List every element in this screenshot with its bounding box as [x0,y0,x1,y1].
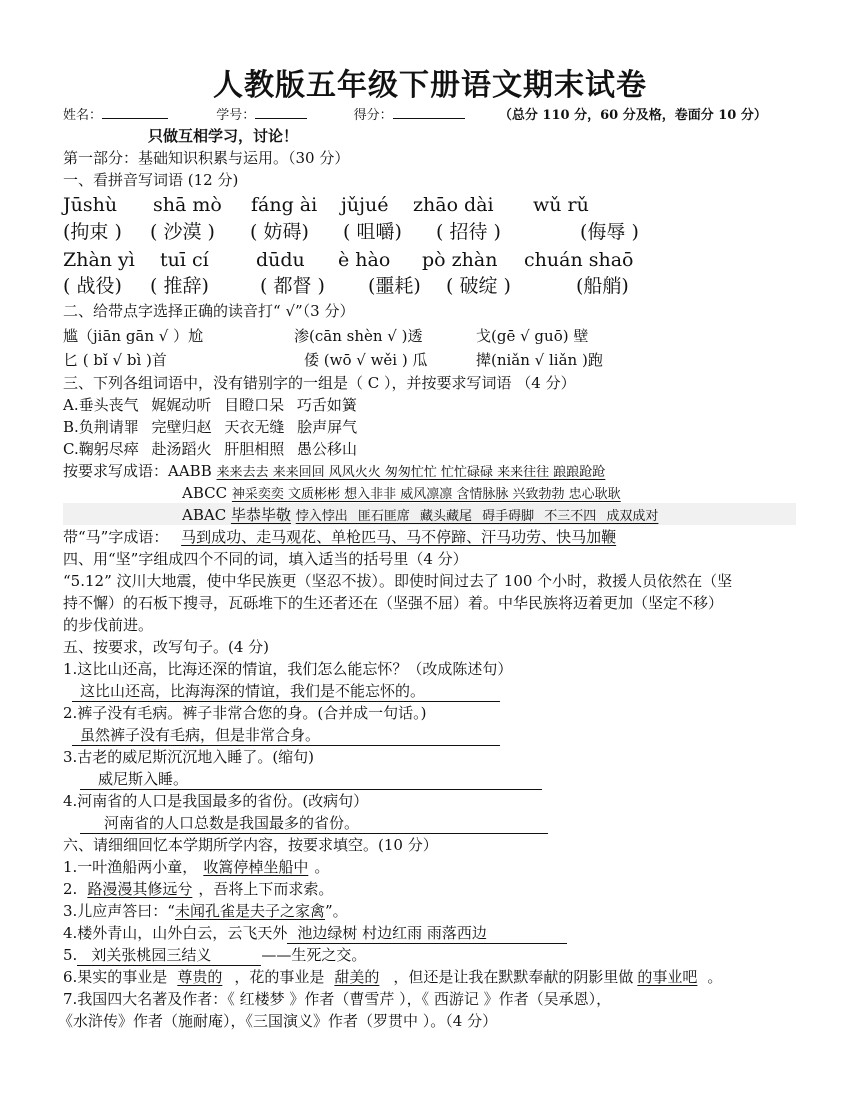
q5-answer-row [80,769,542,790]
q5-heading: 五、按要求，改写句子。(4 分) [63,638,270,656]
q2-heading: 二、给带点字选择正确的读音打“ √”（3 分） [63,302,355,320]
pinyin: Jūshù [63,194,118,216]
q3-option-b: B.负荆请罪 完壁归赵 天衣无缝 脍声屏气 [63,418,358,436]
q6-answer[interactable]: 刘关张桃园三结义 [77,945,261,966]
q6-text: ，吾将上下而求索。 [198,880,334,898]
answer-word: (噩耗) [368,275,421,297]
q6-text: 1.一叶渔船两小童， [63,858,198,876]
q6-text: ”。 [325,902,348,920]
q6-text: ，但还是让我在默默奉献的阴影里做 [393,968,634,986]
q2-item: 尴（jiān gān √ ）尬 [63,327,204,345]
q6-answer[interactable]: 的事业吧 [637,968,698,986]
q6-answer[interactable]: 尊贵的 [177,968,223,986]
horse-idiom-row [63,527,616,547]
q6-answer[interactable]: 池边绿树 村边红雨 雨落西边 [287,923,567,944]
id-label: 学号： [216,108,256,123]
q6-answer[interactable]: 路漫漫其修远兮 [87,880,193,898]
q5-sentence: 2.裤子没有毛病。裤子非常合您的身。(合并成一句话。) [63,704,427,722]
abcc-label: ABCC [182,484,228,502]
pinyin: dūdu [256,249,305,271]
answer-word: ( 都督 ) [260,275,325,297]
q4-heading: 四、用“坚”字组成四个不同的词，填入适当的括号里（4 分） [63,550,468,568]
slogan: 只做互相学习，讨论！ [148,127,299,145]
q6-text: ，花的事业是 [234,968,325,986]
answer-word: (拘束 ) [63,221,122,243]
q2-item: 渗(cān shèn √ )透 [294,327,423,345]
id-blank[interactable] [255,104,307,119]
q2-item: 撵(niǎn √ liǎn )跑 [476,351,603,369]
score-label: 得分： [353,108,393,123]
answer-word: (船艄) [576,275,629,297]
q2-item: 匕 ( bǐ √ bì )首 [63,351,167,369]
q6-line-3 [63,901,348,921]
horse-label: 带“马”字成语： [63,528,169,546]
q2-item: 戈(gē √ guō) 壁 [476,327,589,345]
q6-line-6 [63,967,722,987]
name-blank[interactable] [102,104,168,119]
q3-option-c: C.鞠躬尽瘁 赴汤蹈火 肝胆相照 愚公移山 [63,440,358,458]
q5-answer-row [72,681,500,702]
answer-word: ( 妨碍) [250,221,309,243]
q6-text: ——生死之交。 [261,946,367,964]
q6-answer[interactable]: 未闻孔雀是夫子之家禽 [174,902,325,920]
aabb-answer: 来来去去 来来回回 风风火火 匆匆忙忙 忙忙碌碌 来来往往 踉踉跄跄 [216,465,606,480]
q5-answer[interactable]: 河南省的人口总数是我国最多的省份。 [80,813,548,834]
q6-answer[interactable]: 甜美的 [334,968,380,986]
pinyin: pò zhàn [422,249,498,271]
pinyin: shā mò [153,194,222,216]
pinyin: fáng ài [251,194,318,216]
answer-word: ( 沙漠 ) [150,221,215,243]
pinyin: è hào [338,249,391,271]
q6-text: 2. [63,880,78,898]
answer-word: (侮辱 ) [580,221,639,243]
abcc-answer: 神采奕奕 文质彬彬 想入非非 威风凛凛 含情脉脉 兴致勃勃 忠心耿耿 [231,487,621,502]
q4-para-line: 持不懈）的石板下搜寻，瓦砾堆下的生还者还在（坚强不屈）着。中华民族将迈着更加（坚定不移） [63,594,724,612]
q5-sentence: 4.河南省的人口是我国最多的省份。(改病句） [63,792,369,810]
page-title: 人教版五年级下册语文期末试卷 [213,68,647,103]
q6-line-2 [63,879,333,899]
pinyin: zhāo dài [413,194,494,216]
q3-heading: 三、下列各组词语中，没有错别字的一组是（ C ），并按要求写词语 （4 分） [63,374,576,392]
q5-sentence: 1.这比山还高，比海还深的情谊，我们怎么能忘怀？（改成陈述句） [63,660,513,678]
q5-answer[interactable]: 威尼斯入睡。 [80,769,542,790]
q6-heading: 六、请细细回忆本学期所学内容，按要求填空。(10 分） [63,836,438,854]
idiom-aabb-row [63,461,605,483]
score-blank[interactable] [393,104,465,119]
horse-answer: 马到成功、走马观花、单枪匹马、马不停蹄、汗马功劳、快马加鞭 [181,528,617,546]
q6-text: 4.楼外青山，山外白云，云飞天外 [63,924,288,942]
q6-text: 6.果实的事业是 [63,968,168,986]
q6-line-1 [63,857,329,877]
pinyin: Zhàn yì [63,249,135,271]
q6-text: 。 [314,858,330,876]
idiom-label: 按要求写成语： [63,462,169,480]
answer-word: ( 咀嚼) [343,221,402,243]
aabb-label: AABB [168,462,212,480]
q6-text: 。 [707,968,723,986]
q5-sentence: 3.古老的威尼斯沉沉地入睡了。(缩句) [63,748,315,766]
q5-answer[interactable]: 虽然裤子没有毛病，但是非常合身。 [72,725,500,746]
q5-answer[interactable]: 这比山还高，比海海深的情谊，我们是不能忘怀的。 [72,681,500,702]
q5-answer-row [72,725,500,746]
idiom-abac-row [182,505,658,527]
abac-label: ABAC [182,506,227,524]
abac-first: 毕恭毕敬 [230,506,291,524]
q6-line-7b: 《水浒传》作者（施耐庵），《三国演义》作者（罗贯中 ）。（4 分） [58,1012,498,1030]
pinyin: tuī cí [160,249,209,271]
q6-line-5 [63,945,366,966]
q6-text: 3.儿应声答曰：“ [63,902,175,920]
answer-word: ( 推辞) [150,275,209,297]
q1-heading: 一、看拼音写词语 (12 分) [63,171,239,189]
answer-word: ( 招待 ) [436,221,501,243]
q3-option-a: A.垂头丧气 娓娓动听 目瞪口呆 巧舌如簧 [63,396,357,414]
q6-line-4 [63,923,567,944]
q6-text: 5. [63,946,78,964]
score-note: （总分 110 分，60 分及格，卷面分 10 分） [498,108,767,123]
name-label: 姓名： [63,108,103,123]
q4-para-line: 的步伐前进。 [63,616,154,634]
part1-heading: 第一部分：基础知识积累与运用。（30 分） [63,149,350,167]
abac-answer: 悖入悖出 匪石匪席 藏头藏尾 碍手碍脚 不三不四 成双成对 [295,509,659,524]
q5-answer-row [80,813,548,834]
answer-word: ( 战役) [63,275,122,297]
answer-word: ( 破绽 ) [446,275,511,297]
q2-item: 倭 (wō √ wěi ) 瓜 [304,351,428,369]
pinyin: jǔjué [341,194,389,216]
q4-para-line: “5.12” 汶川大地震，使中华民族更（坚忍不拔）。即使时间过去了 100 个小时，救援人员依然在（坚 [63,572,733,590]
student-info-row [63,104,767,126]
idiom-abcc-row [182,483,621,505]
q6-answer[interactable]: 收篙停棹坐船中 [203,858,309,876]
q6-line-7: 7.我国四大名著及作者：《 红楼梦 》作者（曹雪芹 ），《 西游记 》作者（吴承恩）， [63,990,612,1008]
pinyin: chuán shaō [524,249,634,271]
pinyin: wǔ rǔ [533,194,589,216]
